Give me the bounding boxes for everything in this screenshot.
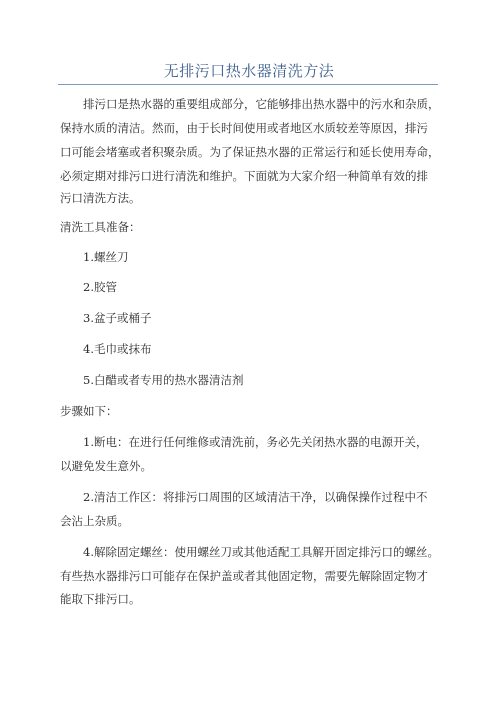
step-line: 2.清洁工作区：将排污口周围的区域清洁干净，以确保操作过程中不 <box>83 490 428 504</box>
step-line: 以避免发生意外。 <box>60 459 152 473</box>
document-title: 无排污口热水器清洗方法 <box>163 62 335 80</box>
tools-heading: 清洗工具准备： <box>60 220 141 234</box>
step-line: 4.解除固定螺丝：使用螺丝刀或其他适配工具解开固定排污口的螺丝。 <box>83 545 439 559</box>
title-underline <box>58 84 438 85</box>
steps-heading: 步骤如下： <box>60 404 118 418</box>
step-line: 1.断电：在进行任何维修或清洗前，务必先关闭热水器的电源开关， <box>83 435 428 449</box>
intro-line: 污口清洗方法。 <box>60 191 141 205</box>
tool-item: 3.盆子或桶子 <box>83 311 152 325</box>
tool-item: 2.胶管 <box>83 280 117 294</box>
tool-item: 4.毛巾或抹布 <box>83 342 152 356</box>
tool-item: 5.白醋或者专用的热水器清洁剂 <box>83 373 244 387</box>
intro-line: 口可能会堵塞或者积聚杂质。为了保证热水器的正常运行和延长使用寿命， <box>60 145 440 159</box>
step-line: 能取下排污口。 <box>60 592 141 606</box>
intro-line: 保持水质的清洁。然而，由于长时间使用或者地区水质较差等原因，排污 <box>60 121 428 135</box>
tool-item: 1.螺丝刀 <box>83 250 129 264</box>
intro-line: 排污口是热水器的重要组成部分，它能够排出热水器中的污水和杂质， <box>83 97 440 111</box>
intro-line: 必须定期对排污口进行清洗和维护。下面就为大家介绍一种简单有效的排 <box>60 169 428 183</box>
step-line: 会沾上杂质。 <box>60 514 129 528</box>
step-line: 有些热水器排污口可能存在保护盖或者其他固定物，需要先解除固定物才 <box>60 569 428 583</box>
